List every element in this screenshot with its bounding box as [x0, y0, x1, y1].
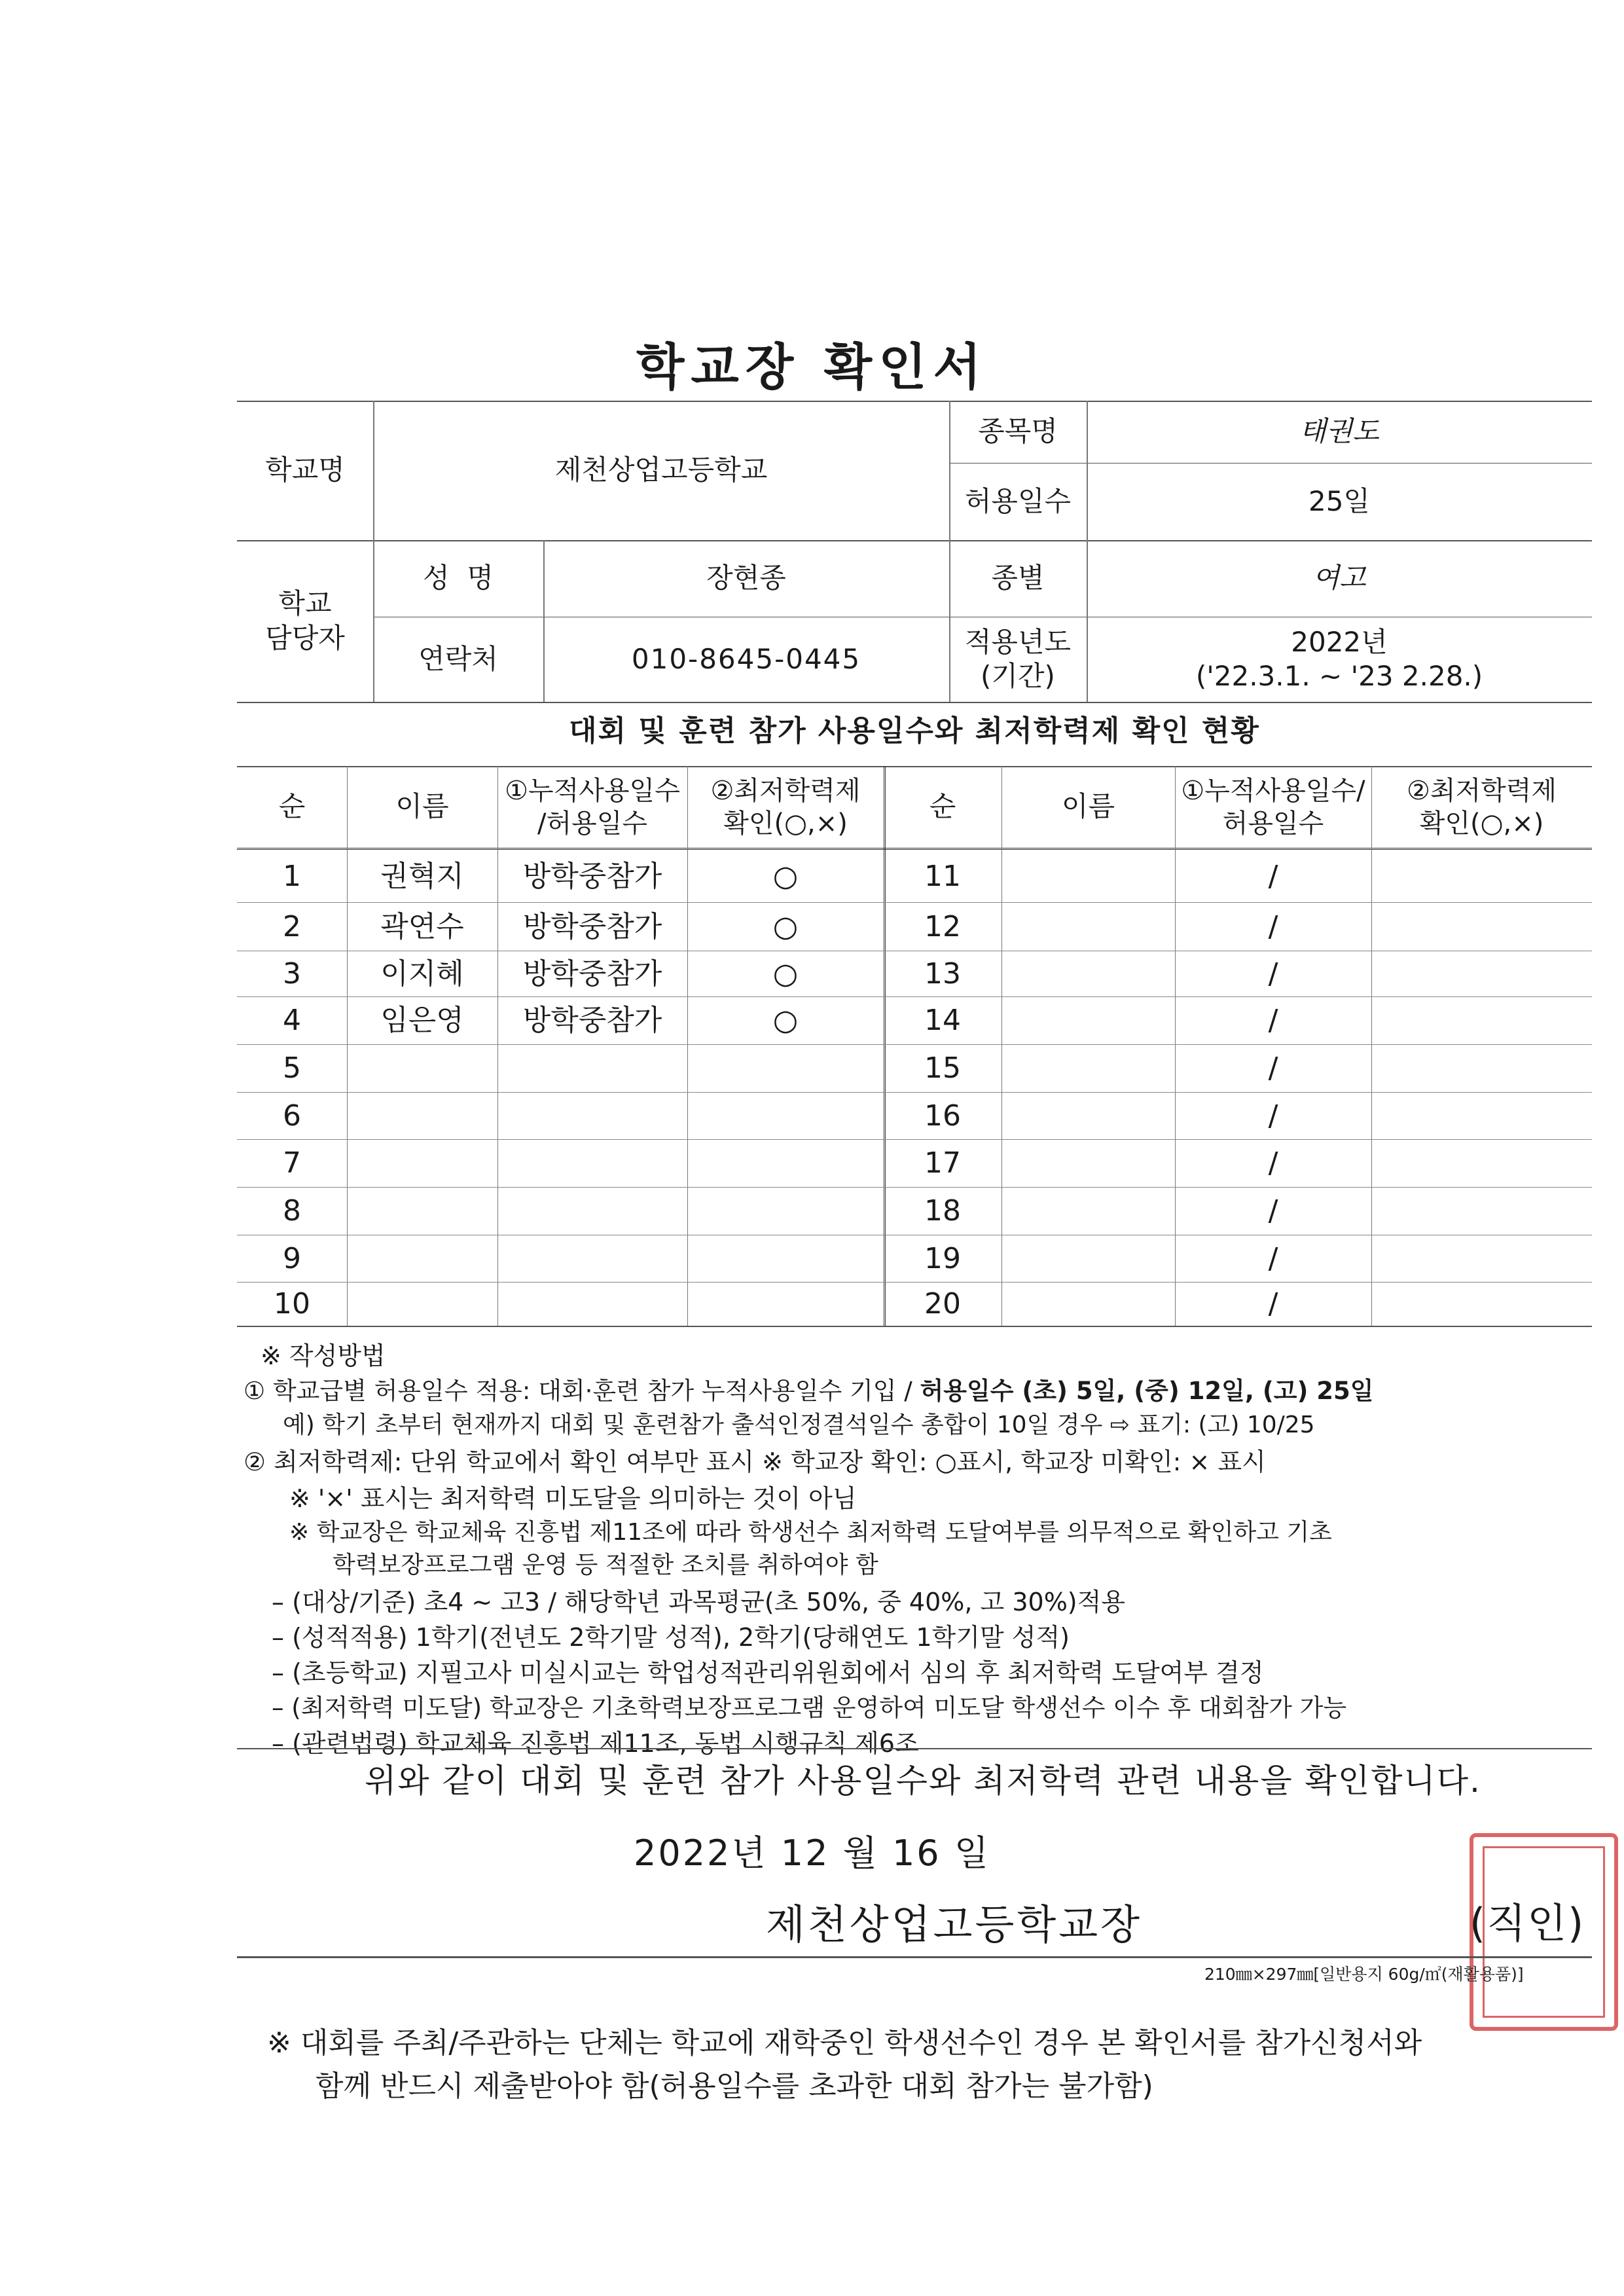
footer-line-2: 함께 반드시 제출받아야 함(허용일수를 초과한 대회 참가는 불가함) — [316, 2069, 1153, 2103]
row-name-cell — [347, 1235, 497, 1282]
row-name-cell — [347, 1187, 497, 1235]
detail-grades: – (성적적용) 1학기(전년도 2학기말 성적), 2학기(당해연도 1학기말 성적) — [272, 1623, 1070, 1652]
manager-label: 학교 담당자 — [265, 587, 345, 654]
row-check-cell — [687, 1092, 884, 1139]
note-2: ② 최저학력제: 단위 학교에서 확인 여부만 표시 ※ 학교장 확인: ○표시, 학교장 미확인: × 표시 — [244, 1448, 1266, 1476]
row-check-cell — [687, 1139, 884, 1187]
year-label: 적용년도 (기간) — [964, 625, 1072, 692]
row-days-cell — [497, 1235, 687, 1282]
row-days-cell: / — [1268, 1004, 1278, 1037]
row-days-cell: / — [1268, 859, 1278, 893]
row-no-cell: 14 — [924, 1004, 961, 1037]
row-name-cell — [1001, 1187, 1175, 1235]
allowed-days-value: 25일 — [1308, 484, 1370, 517]
detail-law: – (관련법령) 학교체육 진흥법 제11조, 동법 시행규칙 제6조 — [272, 1729, 919, 1758]
note-3: ※ '×' 표시는 최저학력 미도달을 의미하는 것이 아님 — [289, 1484, 857, 1513]
footer-line-1: ※ 대회를 주최/주관하는 단체는 학교에 재학중인 학생선수인 경우 본 확인서를 참가신청서와 — [267, 2026, 1422, 2060]
row-check-cell: ○ — [772, 1004, 799, 1037]
row-days-cell: / — [1268, 957, 1278, 991]
header-name-right: 이름 — [1061, 790, 1115, 823]
row-check-cell — [1371, 1235, 1592, 1282]
row-days-cell — [497, 1044, 687, 1092]
row-days-cell: 방학중참가 — [522, 1004, 662, 1037]
category-value: 여고 — [1312, 562, 1366, 594]
row-no-cell: 2 — [283, 909, 301, 943]
row-days-cell — [497, 1092, 687, 1139]
note-4a: ※ 학교장은 학교체육 진흥법 제11조에 따라 학생선수 최저학력 도달여부를 의무적으로 확인하고 기초 — [289, 1519, 1332, 1546]
principal-name: 제천상업고등학교장 — [766, 1901, 1143, 1948]
note-4b: 학력보장프로그램 운영 등 적절한 조치를 취하여야 함 — [333, 1552, 878, 1578]
row-no-cell: 17 — [924, 1146, 961, 1180]
row-name-cell — [347, 1044, 497, 1092]
row-name-cell — [1001, 1235, 1175, 1282]
sport-value: 태권도 — [1299, 415, 1379, 448]
row-days-cell: 방학중참가 — [522, 859, 662, 893]
header-days-left: ①누적사용일수 /허용일수 — [505, 775, 680, 839]
row-no-cell: 5 — [283, 1051, 301, 1085]
school-name-label: 학교명 — [265, 454, 345, 486]
note-1 — [244, 1371, 1374, 1406]
row-no-cell: 16 — [924, 1099, 961, 1133]
row-no-cell: 8 — [283, 1194, 301, 1228]
paper-spec: 210㎜×297㎜[일반용지 60g/㎡(재활용품)] — [1204, 1965, 1524, 1984]
row-days-cell — [497, 1282, 687, 1326]
row-check-cell — [687, 1187, 884, 1235]
note-1-example: 예) 학기 초부터 현재까지 대회 및 훈련참가 출석인정결석일수 총합이 10일 경우 ⇨ 표기: (고) 10/25 — [283, 1412, 1315, 1438]
row-check-cell — [1371, 850, 1592, 902]
detail-elementary: – (초등학교) 지필고사 미실시교는 학업성적관리위원회에서 심의 후 최저학력 도달여부 결정 — [272, 1658, 1264, 1687]
sport-label: 종목명 — [978, 415, 1058, 448]
row-check-cell — [1371, 1282, 1592, 1326]
detail-below-minimum: – (최저학력 미도달) 학교장은 기초학력보장프로그램 운영하여 미도달 학생선수 이수 후 대회참가 가능 — [272, 1694, 1347, 1722]
row-days-cell: / — [1268, 1099, 1278, 1133]
row-check-cell: ○ — [772, 957, 799, 991]
row-name-cell — [347, 1282, 497, 1326]
row-name-cell: 권혁지 — [380, 859, 464, 893]
row-name-cell — [1001, 1139, 1175, 1187]
contact-label: 연락처 — [418, 642, 498, 675]
row-days-cell: / — [1268, 1287, 1278, 1321]
row-days-cell: / — [1268, 909, 1278, 943]
row-no-cell: 12 — [924, 909, 961, 943]
row-name-cell — [1001, 1044, 1175, 1092]
row-no-cell: 9 — [283, 1241, 301, 1275]
row-name-cell: 이지혜 — [380, 957, 464, 991]
row-days-cell — [497, 1139, 687, 1187]
row-check-cell — [1371, 1092, 1592, 1139]
row-check-cell — [1371, 902, 1592, 951]
row-name-cell: 임은영 — [380, 1004, 464, 1037]
row-name-cell — [347, 1139, 497, 1187]
document-title: 학교장 확인서 — [636, 338, 988, 396]
header-name-left: 이름 — [395, 790, 449, 823]
row-days-cell: / — [1268, 1146, 1278, 1180]
issue-date: 2022년 12 월 16 일 — [633, 1832, 990, 1874]
notes-heading: ※ 작성방법 — [261, 1341, 386, 1370]
row-no-cell: 10 — [274, 1287, 310, 1321]
contact-value: 010-8645-0445 — [631, 642, 861, 675]
row-no-cell: 20 — [924, 1287, 961, 1321]
row-name-cell — [1001, 951, 1175, 996]
row-days-cell: / — [1268, 1194, 1278, 1228]
row-name-cell — [1001, 850, 1175, 902]
row-no-cell: 19 — [924, 1241, 961, 1275]
header-check-right: ②최저학력제 확인(○,×) — [1406, 775, 1557, 839]
row-no-cell: 4 — [283, 1004, 301, 1037]
row-check-cell — [1371, 951, 1592, 996]
row-no-cell: 7 — [283, 1146, 301, 1180]
row-name-cell — [347, 1092, 497, 1139]
category-label: 종별 — [991, 562, 1045, 594]
row-check-cell — [687, 1044, 884, 1092]
confirmation-statement: 위와 같이 대회 및 훈련 참가 사용일수와 최저학력 관련 내용을 확인합니다. — [365, 1762, 1481, 1800]
section-title: 대회 및 훈련 참가 사용일수와 최저학력제 확인 현황 — [569, 714, 1260, 748]
row-no-cell: 1 — [283, 859, 301, 893]
detail-target: – (대상/기준) 초4 ~ 고3 / 해당학년 과목평균(초 50%, 중 40%, 고 30%)적용 — [272, 1588, 1126, 1616]
manager-name-value: 장현종 — [706, 562, 786, 594]
row-days-cell: / — [1268, 1051, 1278, 1085]
row-name-cell — [1001, 902, 1175, 951]
row-no-cell: 6 — [283, 1099, 301, 1133]
name-label: 성 명 — [423, 562, 494, 594]
header-check-left: ②최저학력제 확인(○,×) — [710, 775, 861, 839]
header-no-left: 순 — [278, 790, 306, 823]
allowed-days-label: 허용일수 — [964, 484, 1072, 517]
row-check-cell — [687, 1235, 884, 1282]
header-days-right: ①누적사용일수/ 허용일수 — [1181, 775, 1365, 839]
note-1-allowed-days: 허용일수 (초) 5일, (중) 12일, (고) 25일 — [920, 1377, 1374, 1405]
row-check-cell — [687, 1282, 884, 1326]
row-days-cell: / — [1268, 1241, 1278, 1275]
row-days-cell — [497, 1187, 687, 1235]
year-value-cell — [1087, 617, 1592, 702]
row-check-cell: ○ — [772, 859, 799, 893]
note-1-text: ① 학교급별 허용일수 적용: 대회·훈련 참가 누적사용일수 기입 / — [244, 1377, 920, 1405]
row-check-cell — [1371, 1139, 1592, 1187]
row-no-cell: 11 — [924, 859, 961, 893]
row-name-cell — [1001, 1282, 1175, 1326]
school-name-value: 제천상업고등학교 — [554, 454, 768, 486]
row-check-cell — [1371, 996, 1592, 1044]
row-name-cell — [1001, 1092, 1175, 1139]
row-days-cell: 방학중참가 — [522, 957, 662, 991]
row-days-cell: 방학중참가 — [522, 909, 662, 943]
seal-label: (직인) — [1470, 1899, 1585, 1947]
row-check-cell: ○ — [772, 909, 799, 943]
row-check-cell — [1371, 1044, 1592, 1092]
header-no-right: 순 — [929, 790, 956, 823]
period-value: ('22.3.1. ~ '23 2.28.) — [1195, 660, 1483, 692]
row-no-cell: 3 — [283, 957, 301, 991]
row-no-cell: 18 — [924, 1194, 961, 1228]
row-name-cell — [1001, 996, 1175, 1044]
row-no-cell: 13 — [924, 957, 961, 991]
row-check-cell — [1371, 1187, 1592, 1235]
row-name-cell: 곽연수 — [380, 909, 464, 943]
row-no-cell: 15 — [924, 1051, 961, 1085]
year-value: 2022년 — [1291, 625, 1388, 658]
